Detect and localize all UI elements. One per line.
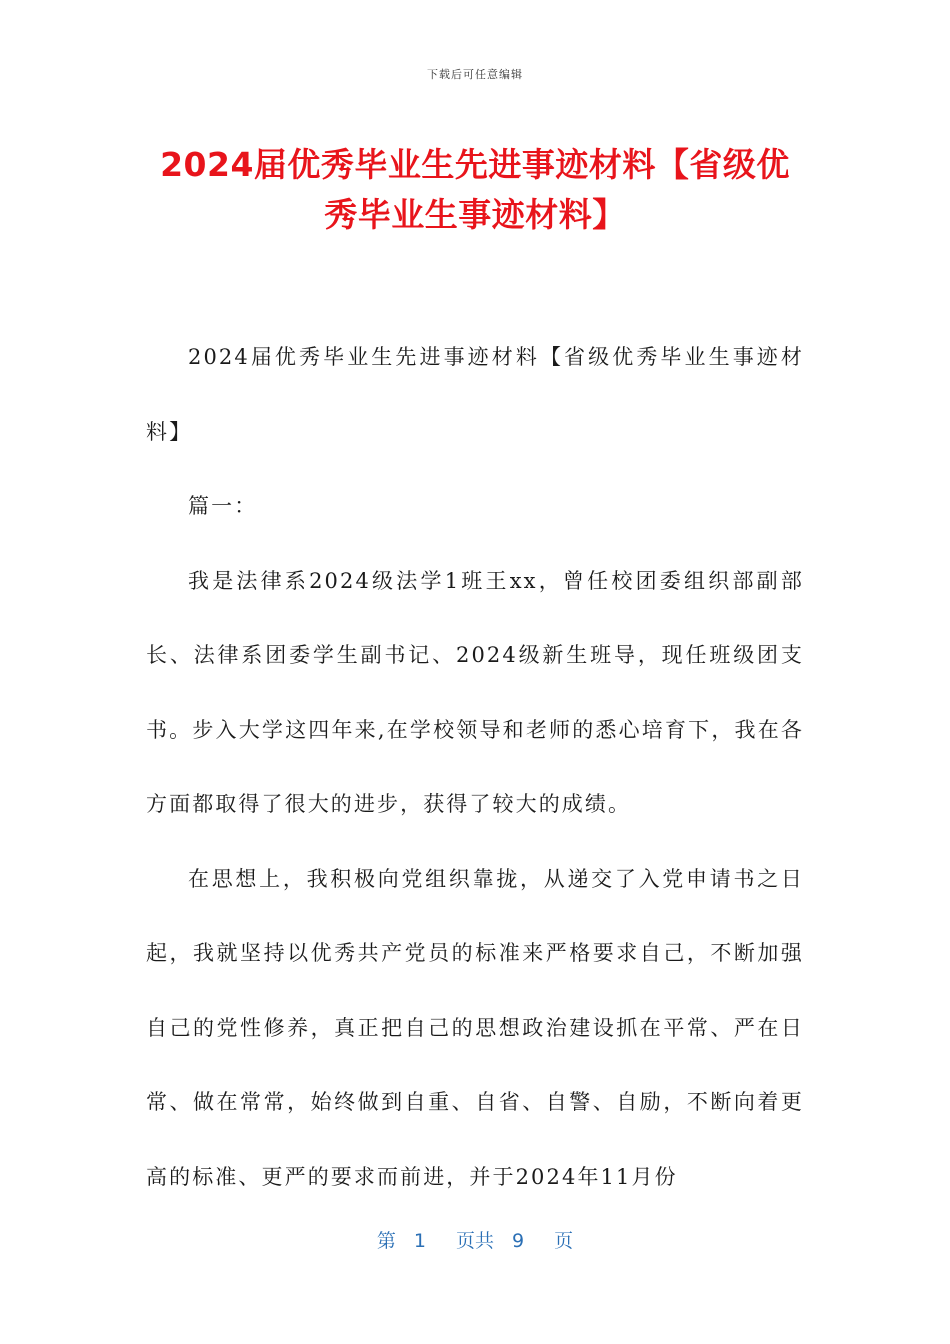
footer-total-pages: 9	[512, 1230, 525, 1252]
footer-middle: 页共	[455, 1230, 494, 1252]
document-body	[146, 320, 804, 1214]
paragraph-introduction: 我是法律系2024级法学1班王xx，曾任校团委组织部副部长、法律系团委学生副书记、2024级新生班导，现任班级团支书。步入大学这四年来,在学校领导和老师的悉心培育下，我在各方面都取得了很大的进步，获得了较大的成绩。	[146, 568, 804, 816]
footer-prefix: 第	[376, 1230, 396, 1252]
document-title: 2024届优秀毕业生先进事迹材料【省级优秀毕业生事迹材料】	[160, 145, 790, 234]
page-footer	[0, 1226, 950, 1253]
header-note: 下载后可任意编辑	[427, 68, 523, 81]
paragraph-section-heading: 篇一：	[188, 494, 258, 518]
footer-suffix: 页	[554, 1230, 574, 1252]
paragraph-ideology: 在思想上，我积极向党组织靠拢，从递交了入党申请书之日起，我就坚持以优秀共产党员的标准来严格要求自己，不断加强自己的党性修养，真正把自己的思想政治建设抓在平常、严在日常、做在常常，始终做到自重、自省、自警、自励，不断向着更高的标准、更严的要求而前进，并于2024年11月份	[146, 866, 804, 1189]
footer-current-page: 1	[413, 1230, 426, 1252]
paragraph-title-repeat: 2024届优秀毕业生先进事迹材料【省级优秀毕业生事迹材料】	[146, 345, 804, 444]
